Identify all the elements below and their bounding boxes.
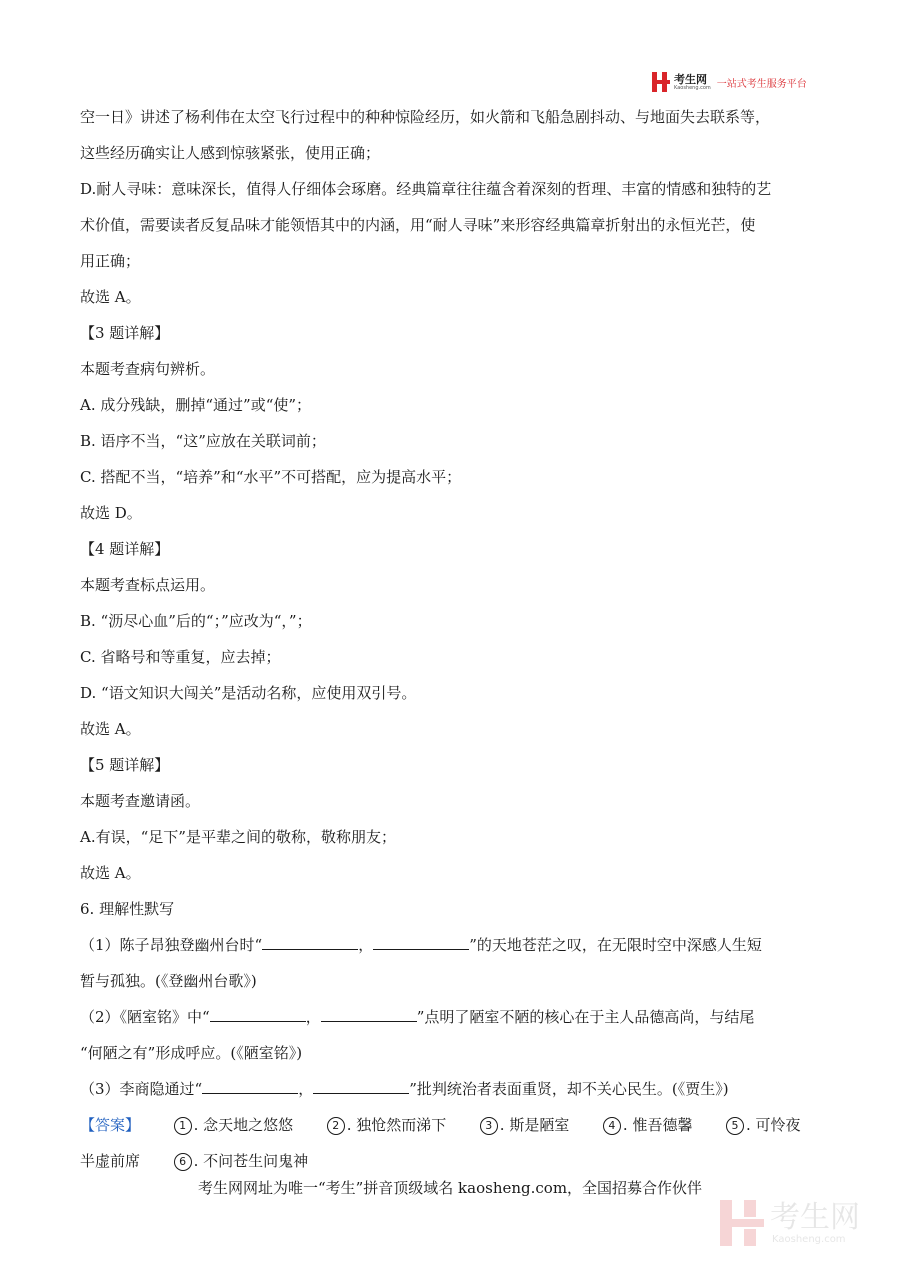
kaosheng-logo-icon	[652, 72, 670, 92]
text-line: D.耐人寻味：意味深长，值得人仔细体会琢磨。经典篇章往往蕴含着深刻的哲理、丰富的情感和独特的艺	[80, 180, 772, 198]
logo-text	[674, 74, 711, 91]
section-heading: 【3 题详解】	[80, 324, 170, 342]
text-line: C. 省略号和等重复，应去掉；	[80, 648, 281, 666]
q3-comma: ，	[298, 1080, 314, 1098]
answer-item	[480, 1116, 570, 1134]
answer-text: 半虚前席	[80, 1152, 141, 1170]
text-line: 本题考查标点运用。	[80, 576, 216, 594]
answer-item	[174, 1116, 294, 1134]
answer-text: . 惟吾德馨	[622, 1116, 693, 1134]
answer-line	[80, 1111, 822, 1147]
text-line: 用正确；	[80, 252, 141, 270]
logo-slogan: 一站式考生服务平台	[716, 78, 807, 90]
text-line: 本题考查病句辨析。	[80, 360, 216, 378]
kaosheng-watermark-icon	[720, 1200, 764, 1246]
question-1	[80, 931, 822, 967]
answer-text: . 斯是陋室	[499, 1116, 570, 1134]
footer-text: 考生网网址为唯一“考生”拼音顶级域名 kaosheng.com，全国招募合作伙伴	[197, 1179, 703, 1197]
answer-blank	[262, 935, 358, 950]
circled-number: 4	[603, 1117, 621, 1135]
answer-item	[174, 1152, 309, 1170]
answer-blank	[202, 1079, 298, 1094]
text-line: 故选 A。	[80, 720, 141, 738]
answer-tag: 【答案】	[80, 1116, 141, 1134]
q2-comma: ，	[305, 1008, 321, 1026]
watermark	[720, 1200, 860, 1246]
answer-blank	[313, 1079, 409, 1094]
text-line: 空一日》讲述了杨利伟在太空飞行过程中的种种惊险经历，如火箭和飞船急剧抖动、与地面失去联系等，	[80, 108, 771, 126]
text-line: 术价值，需要读者反复品味才能领悟其中的内涵，用“耐人寻味”来形容经典篇章折射出的永恒光芒，使	[80, 216, 756, 234]
question-3	[80, 1075, 822, 1111]
answer-blank	[321, 1007, 417, 1022]
text-line: A.有误，“足下”是平辈之间的敬称，敬称朋友；	[80, 828, 396, 846]
answer-item	[603, 1116, 693, 1134]
circled-number: 3	[480, 1117, 498, 1135]
watermark-domain: Kaosheng.com	[772, 1233, 846, 1245]
q3-suffix: ”批判统治者表面重贤，却不关心民生。(《贾生》)	[409, 1080, 729, 1098]
circled-number: 2	[327, 1117, 345, 1135]
watermark-text	[764, 1199, 860, 1245]
q1-comma: ，	[358, 936, 374, 954]
answer-text: . 可怜夜	[746, 1116, 801, 1134]
question-title: 6. 理解性默写	[80, 900, 175, 918]
text-line: 故选 A。	[80, 288, 141, 306]
text-line: 故选 D。	[80, 504, 142, 522]
text-line: C. 搭配不当，“培养”和“水平”不可搭配，应为提高水平；	[80, 468, 462, 486]
text-line: A. 成分残缺，删掉“通过”或“使”；	[80, 396, 312, 414]
answer-text: . 不问苍生问鬼神	[193, 1152, 309, 1170]
answer-item	[327, 1116, 447, 1134]
q1-suffix: ”的天地苍茫之叹，在无限时空中深感人生短	[469, 936, 762, 954]
answer-text: . 念天地之悠悠	[193, 1116, 294, 1134]
text-line: B. “沥尽心血”后的“；”应改为“，”；	[80, 612, 312, 630]
answer-text: . 独怆然而涕下	[346, 1116, 447, 1134]
text-line: 这些经历确实让人感到惊骇紧张，使用正确；	[80, 144, 381, 162]
watermark-name: 考生网	[770, 1199, 860, 1235]
answer-blank	[210, 1007, 306, 1022]
text-line: 暂与孤独。(《登幽州台歌》)	[80, 972, 257, 990]
q2-suffix: ”点明了陋室不陋的核心在于主人品德高尚，与结尾	[416, 1008, 755, 1026]
q1-prefix: （1）陈子昂独登幽州台时“	[80, 936, 263, 954]
answer-blank	[373, 935, 469, 950]
text-line: 故选 A。	[80, 864, 141, 882]
circled-number: 5	[726, 1117, 744, 1135]
text-line: D. “语文知识大闯关”是活动名称，应使用双引号。	[80, 684, 417, 702]
document-body	[80, 103, 822, 1183]
logo-domain: Kaosheng.com	[674, 84, 711, 91]
text-line: “何陋之有”形成呼应。(《陋室铭》)	[80, 1044, 303, 1062]
question-2	[80, 1003, 822, 1039]
answer-item	[726, 1116, 801, 1134]
header-logo	[652, 70, 807, 94]
text-line: B. 语序不当，“这”应放在关联词前；	[80, 432, 326, 450]
circled-number: 1	[174, 1117, 192, 1135]
circled-number: 6	[174, 1153, 192, 1171]
logo-name: 考生网	[674, 72, 707, 86]
section-heading: 【5 题详解】	[80, 756, 170, 774]
text-line: 本题考查邀请函。	[80, 792, 201, 810]
q2-prefix: （2）《陋室铭》中“	[80, 1008, 210, 1026]
section-heading: 【4 题详解】	[80, 540, 170, 558]
q3-prefix: （3）李商隐通过“	[80, 1080, 203, 1098]
